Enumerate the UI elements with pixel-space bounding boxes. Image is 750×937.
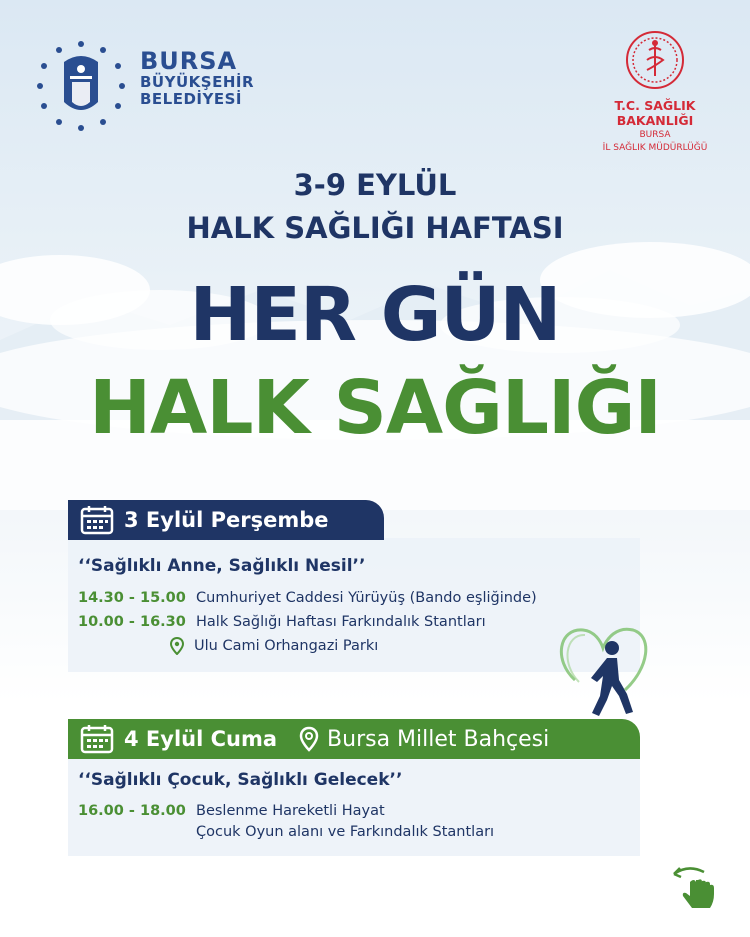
date-range-subtitle: 3-9 EYLÜL xyxy=(293,168,457,202)
bbb-line2: BÜYÜKŞEHİR xyxy=(140,73,255,91)
ministry-logo xyxy=(580,30,730,154)
event-1-row-2-time: 10.00 - 16.30 xyxy=(78,614,186,630)
event-2-location xyxy=(299,726,549,752)
location-pin-icon xyxy=(299,726,319,752)
event-2-row-2 xyxy=(78,824,494,840)
ministry-title: T.C. SAĞLIK BAKANLIĞI xyxy=(614,98,696,128)
event-1-row-1 xyxy=(78,590,537,606)
location-pin-icon xyxy=(170,637,184,655)
event-1-location xyxy=(170,637,378,655)
event-2-tab xyxy=(68,719,640,759)
event-2-row-2-time xyxy=(78,824,196,840)
event-2-location-text: Bursa Millet Bahçesi xyxy=(327,726,550,752)
event-1-row-1-text: Cumhuriyet Caddesi Yürüyüş (Bando eşliğinde) xyxy=(196,590,537,606)
event-2-row-1-text: Beslenme Hareketli Hayat xyxy=(196,803,385,819)
event-2-quote: ‘‘Sağlıklı Çocuk, Sağlıklı Gelecek’’ xyxy=(78,770,403,790)
event-1-row-2 xyxy=(78,614,486,630)
heart-walker-icon xyxy=(555,620,650,720)
ministry-emblem-icon xyxy=(625,30,685,90)
bbb-line1: BURSA xyxy=(140,47,238,75)
event-2-day: 4 Eylül Cuma xyxy=(124,727,278,751)
swipe-hand-icon[interactable] xyxy=(670,862,720,912)
ministry-line2: İL SAĞLIK MÜDÜRLÜĞÜ xyxy=(602,143,708,153)
calendar-icon xyxy=(80,724,114,754)
calendar-icon xyxy=(80,505,114,535)
event-1-day: 3 Eylül Perşembe xyxy=(124,508,329,532)
ministry-line1: BURSA xyxy=(639,130,671,140)
headline-line2: HALK SAĞLIĞI xyxy=(89,365,661,451)
event-1-location-text: Ulu Cami Orhangazi Parkı xyxy=(194,638,379,654)
week-subtitle: HALK SAĞLIĞI HAFTASI xyxy=(186,211,564,245)
event-2-row-1-time: 16.00 - 18.00 xyxy=(78,803,186,819)
event-1-row-2-text: Halk Sağlığı Haftası Farkındalık Stantları xyxy=(196,614,486,630)
bbb-line3: BELEDİYESİ xyxy=(140,90,243,108)
headline-line1: HER GÜN xyxy=(189,272,561,358)
event-2-row-2-text: Çocuk Oyun alanı ve Farkındalık Stantları xyxy=(196,824,495,840)
event-1-row-1-time: 14.30 - 15.00 xyxy=(78,590,186,606)
bbb-name xyxy=(140,48,254,108)
event-1-tab xyxy=(68,500,384,540)
event-1-quote: ‘‘Sağlıklı Anne, Sağlıklı Nesil’’ xyxy=(78,556,366,576)
event-2-row-1 xyxy=(78,803,385,819)
